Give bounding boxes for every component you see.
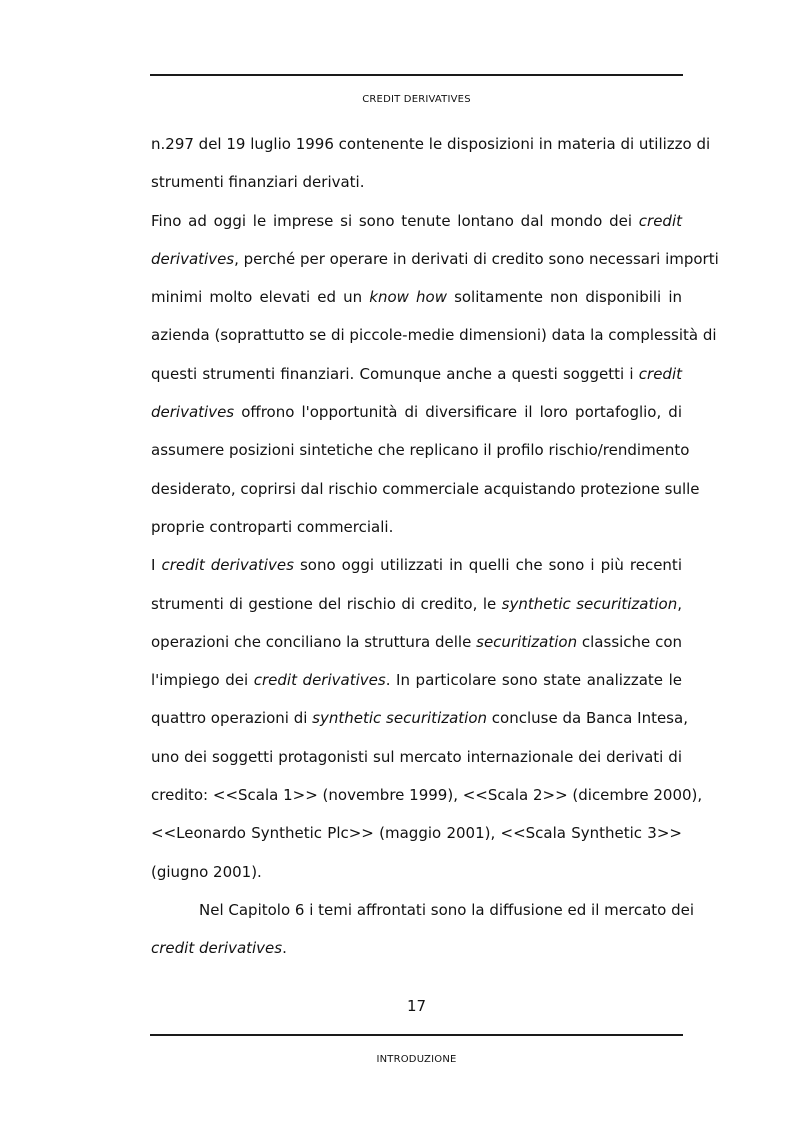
text-line: credito: <<Scala 1>> (novembre 1999), <<Scala 2>> (dicembre 2000), bbox=[151, 786, 703, 805]
text-line: strumenti finanziari derivati. bbox=[151, 173, 365, 192]
header-rule bbox=[150, 74, 683, 76]
text-line: <<Leonardo Synthetic Plc>> (maggio 2001), <<Scala Synthetic 3>> bbox=[151, 824, 682, 843]
text-line: l'impiego dei credit derivatives. In particolare sono state analizzate le bbox=[151, 671, 682, 690]
running-footer: INTRODUZIONE bbox=[376, 1054, 457, 1065]
text-line: derivatives offrono l'opportunità di diversificare il loro portafoglio, di bbox=[151, 403, 682, 422]
page-number: 17 bbox=[406, 997, 427, 1015]
text-line: strumenti di gestione del rischio di credito, le synthetic securitization, bbox=[151, 594, 682, 613]
text-line: (giugno 2001). bbox=[151, 862, 262, 881]
text-line: assumere posizioni sintetiche che replicano il profilo rischio/rendimento bbox=[151, 441, 690, 460]
text-line: Nel Capitolo 6 i temi affrontati sono la diffusione ed il mercato dei bbox=[199, 900, 694, 919]
text-line: questi strumenti finanziari. Comunque anche a questi soggetti i credit bbox=[151, 364, 682, 383]
text-line: I credit derivatives sono oggi utilizzati in quelli che sono i più recenti bbox=[151, 556, 682, 575]
footer-rule bbox=[150, 1034, 683, 1036]
text-line: proprie controparti commerciali. bbox=[151, 517, 394, 536]
text-line: credit derivatives. bbox=[151, 939, 287, 958]
text-line: azienda (soprattutto se di piccole-medie dimensioni) data la complessità di bbox=[151, 326, 717, 345]
text-line: uno dei soggetti protagonisti sul mercato internazionale dei derivati di bbox=[151, 747, 682, 766]
text-line: operazioni che conciliano la struttura delle securitization classiche con bbox=[151, 632, 683, 651]
body-text bbox=[151, 128, 719, 971]
text-line: n.297 del 19 luglio 1996 contenente le disposizioni in materia di utilizzo di bbox=[151, 135, 711, 153]
running-header: CREDIT DERIVATIVES bbox=[362, 94, 471, 105]
text-line: derivatives, perché per operare in derivati di credito sono necessari importi bbox=[151, 249, 719, 268]
text-line: desiderato, coprirsi dal rischio commerciale acquistando protezione sulle bbox=[151, 479, 700, 498]
text-line: Fino ad oggi le imprese si sono tenute lontano dal mondo dei credit bbox=[151, 211, 682, 230]
text-line: minimi molto elevati ed un know how solitamente non disponibili in bbox=[151, 288, 682, 307]
text-line: quattro operazioni di synthetic securitization concluse da Banca Intesa, bbox=[151, 709, 688, 728]
